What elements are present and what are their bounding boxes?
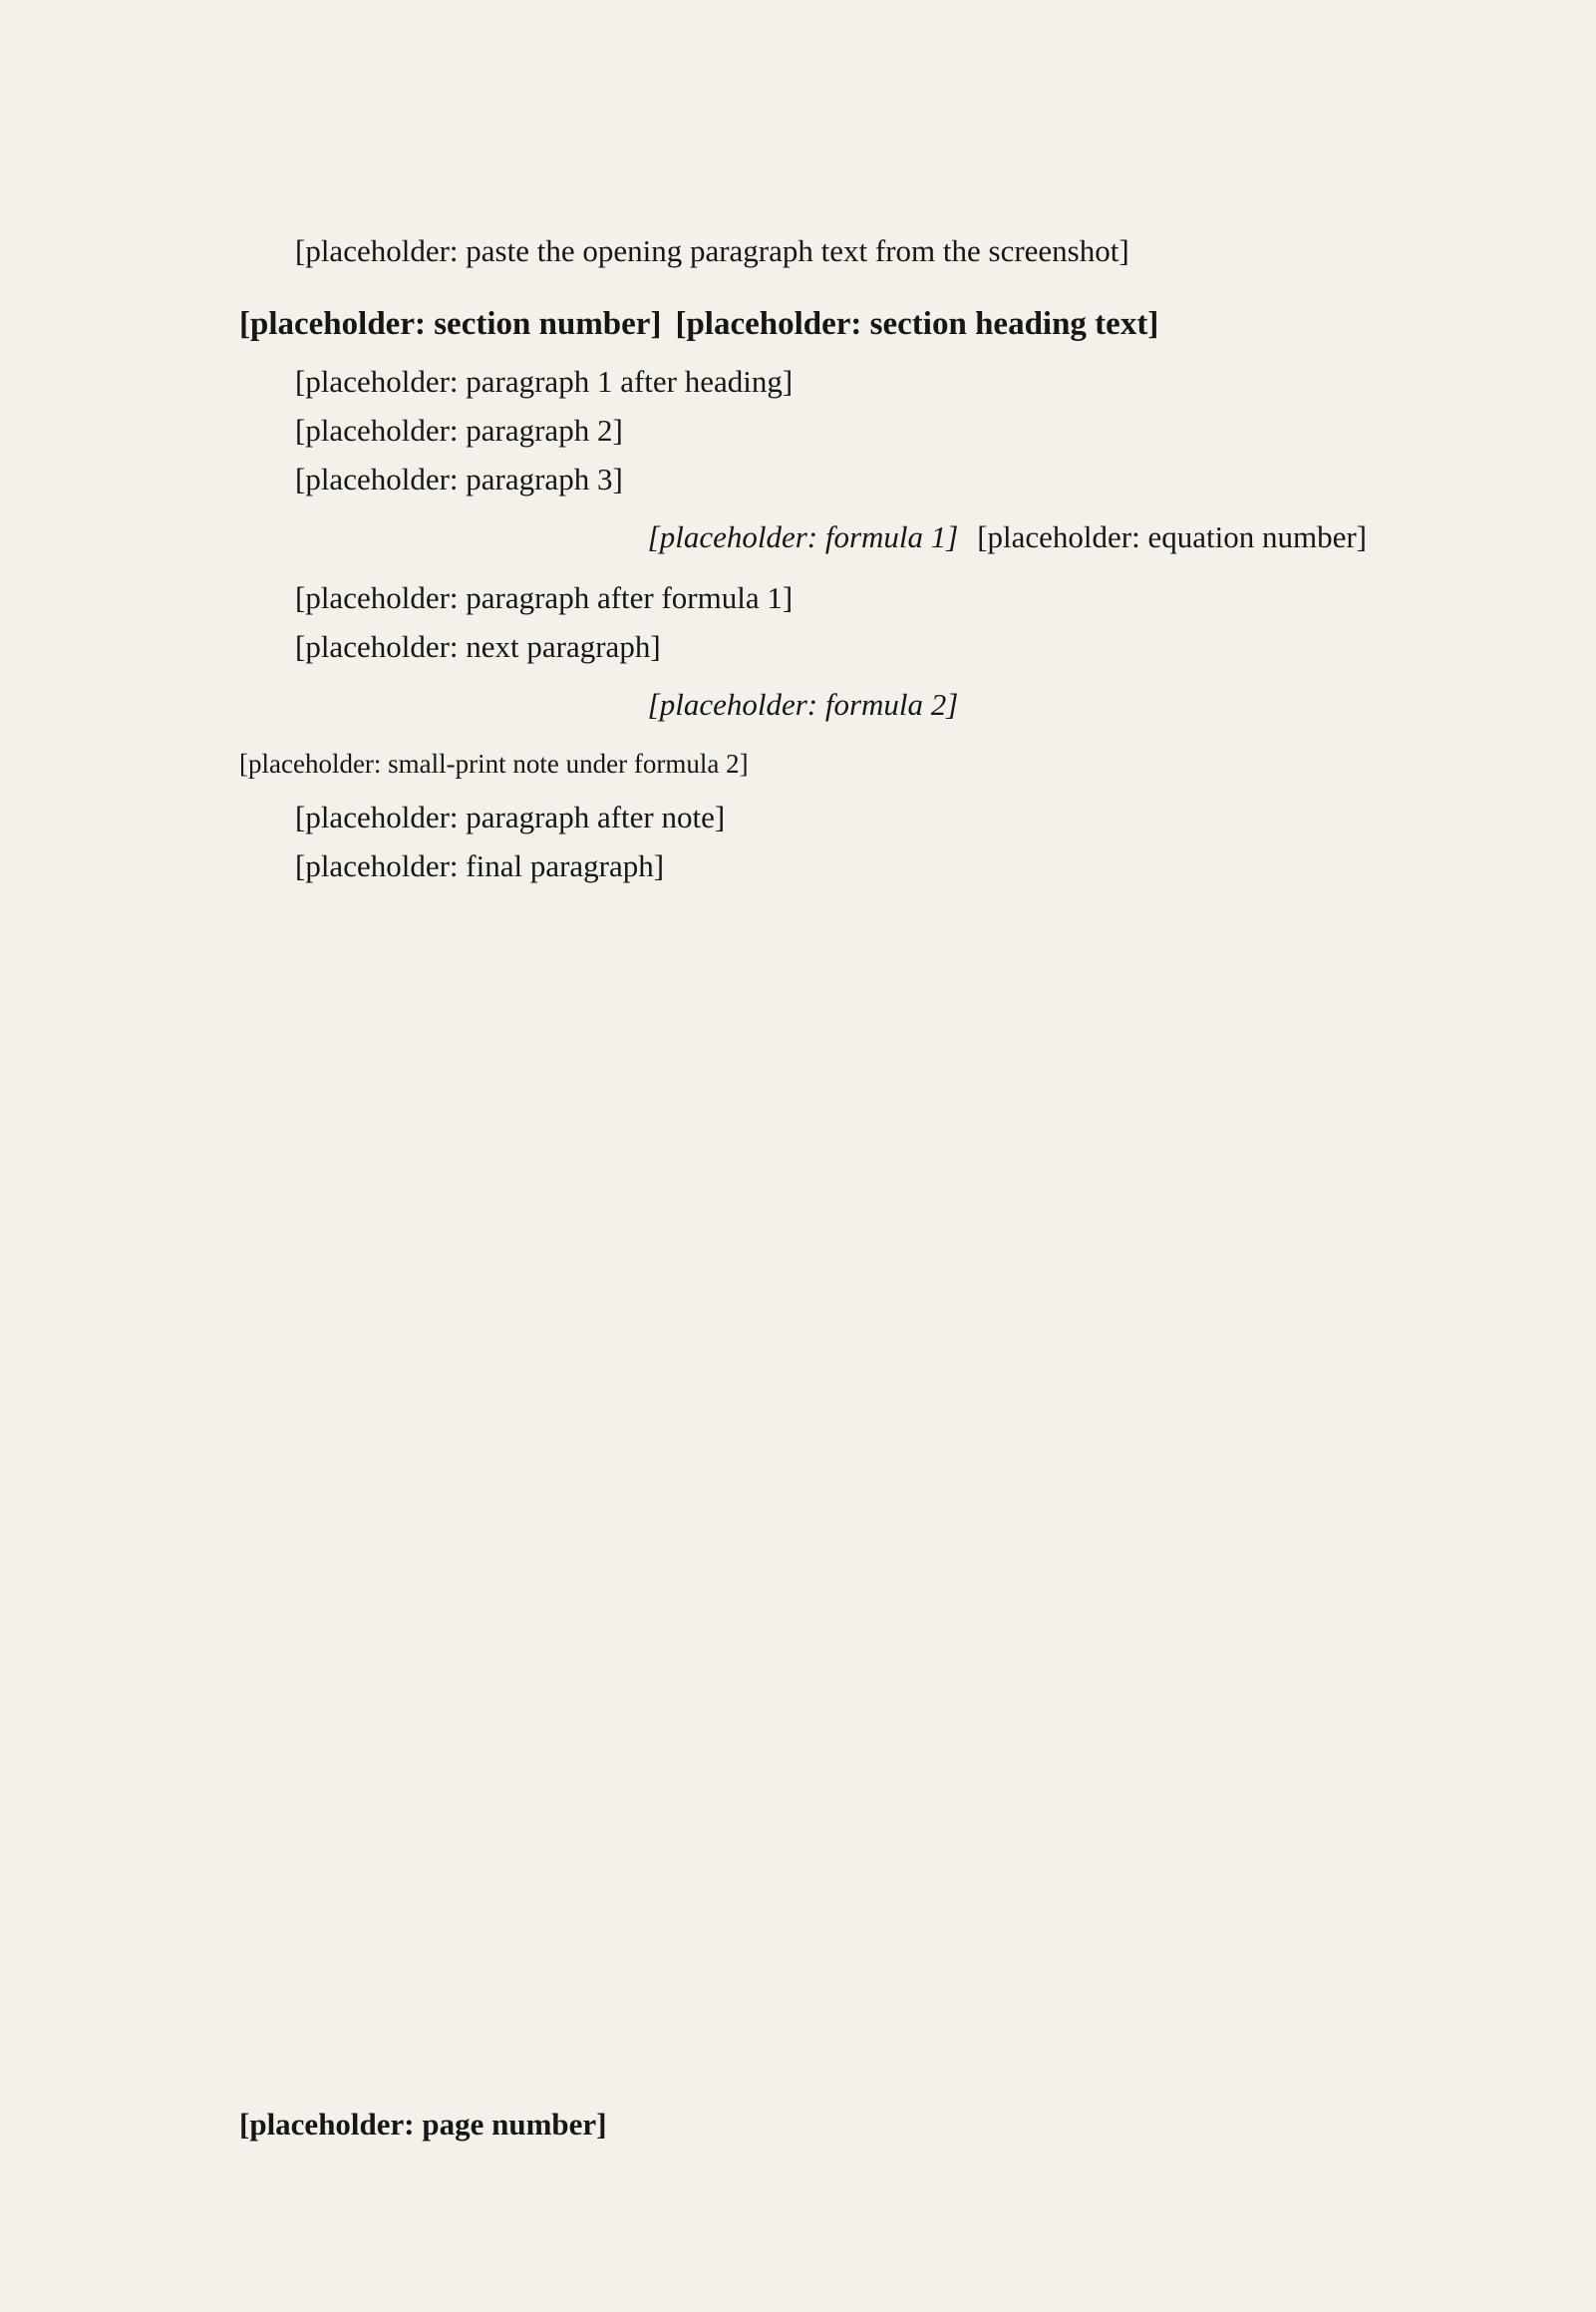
formula-note: [placeholder: small-print note under formula 2] bbox=[239, 749, 749, 779]
paragraph: [placeholder: paragraph after formula 1] bbox=[295, 580, 794, 615]
paragraph: [placeholder: paragraph 2] bbox=[295, 413, 623, 448]
paragraph: [placeholder: paragraph 1 after heading] bbox=[295, 364, 794, 399]
formula-2-row bbox=[239, 674, 1367, 736]
paragraph: [placeholder: next paragraph] bbox=[295, 629, 661, 664]
paragraph: [placeholder: paragraph after note] bbox=[295, 800, 726, 834]
section-heading bbox=[239, 302, 1367, 346]
section-title: [placeholder: section heading text] bbox=[675, 306, 1159, 342]
page-number: [placeholder: page number] bbox=[239, 2107, 607, 2142]
paragraph: [placeholder: paragraph 3] bbox=[295, 462, 623, 496]
formula-1-row bbox=[239, 506, 1367, 568]
formula-1: [placeholder: formula 1] bbox=[647, 519, 959, 554]
paragraph: [placeholder: final paragraph] bbox=[295, 848, 665, 883]
text-column bbox=[239, 229, 1367, 887]
formula-2: [placeholder: formula 2] bbox=[647, 687, 959, 722]
formula-1-number: [placeholder: equation number] bbox=[977, 519, 1367, 554]
section-number: [placeholder: section number] bbox=[239, 306, 662, 342]
intro-paragraph: [placeholder: paste the opening paragraph text from the screenshot] bbox=[295, 233, 1129, 268]
